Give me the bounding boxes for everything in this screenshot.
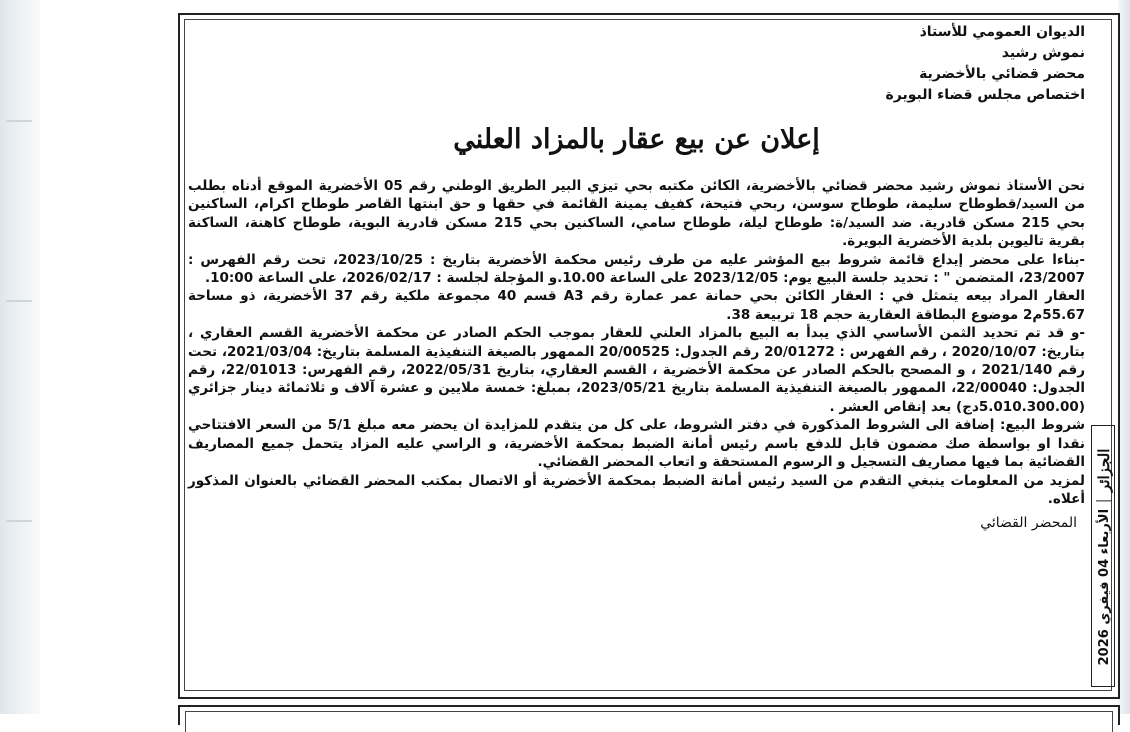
paragraph-property: العقار المراد بيعه يتمثل في : العقار الكائن بحي حمانة عمر عمارة رقم A3 قسم 40 مجموعة ملكية رقم 37 الأخضرية، ذو مساحة 55.67م2 موضوع البطاقة العقارية حجم 18 تربيعة 38. [188,288,1085,323]
signature-label: المحضر القضائي [980,515,1077,532]
scan-artifact [6,520,32,522]
paragraph-base-price: -و قد تم تحديد الثمن الأساسي الذي يبدأ به البيع بالمزاد العلني للعقار بموجب الحكم الصادر عن محكمة الأخضرية القسم العقاري ، بتاريخ: 2020/10/07 ، رقم الفهرس : 20/01272 رقم الجدول: 20/00525 الممهور بالصيغة التنفيذية المسلمة بتاريخ: 2021/03/04، تحت رقم 2021/140 ، و المصحح بالحكم الصادر عن محكمة الأخضرية ، القسم العقاري، بتاريخ 2022/05/31، رقم الفهرس: 22/01013، رقم الجدول: 22/00040، الممهور بالصيغة التنفيذية المسلمة بتاريخ 2023/05/21، بمبلغ: خمسة ملايين و عشرة آلاف و ثلاثمائة دينار جزائري (5.010.300.00دج) بعد إنقاص العشر . [188,325,1085,415]
notice-title: إعلان عن بيع عقار بالمزاد العلني [453,124,820,155]
header-name: نموش رشيد [1001,45,1085,61]
header-office: الديوان العمومي للأستاذ [919,24,1085,40]
notice-document [188,22,1085,532]
scan-artifact [6,120,32,122]
scan-artifact [6,300,32,302]
paragraph-more-info: لمزيد من المعلومات ينبغي التقدم من السيد رئيس أمانة الضبط بمحكمة الأخضرية أو الاتصال بمكتب المحضر القضائي بالعنوان المذكور أعلاه. [188,472,1085,507]
header-jurisdiction: اختصاص مجلس قضاء البويرة [885,87,1085,103]
paragraph-sale-session: -بناءا على محضر إيداع قائمة شروط بيع المؤشر عليه من طرف رئيس محكمة الأخضرية بتاريخ : 2023/10/25، تحت رقم الفهرس : 23/2007، المتضمن " : تحديد جلسة البيع يوم: 2023/12/05 على الساعة 10.00.و المؤجلة لجلسة : 2026/02/17، على الساعة 10:00. [188,251,1085,287]
header-role: محضر قضائي بالأخضرية [919,66,1085,82]
notice-body [188,177,1085,508]
publication-date: الأربعاء 04 فيفري 2026 [1096,508,1112,666]
scan-margin-left [0,0,40,714]
newspaper-date-tag [1091,425,1115,687]
next-notice-frame [178,705,1120,725]
paragraph-sale-conditions: شروط البيع: إضافة الى الشروط المذكورة في دفتر الشروط، على كل من يتقدم للمزايدة ان يحضر معه مبلغ 5/1 من السعر الافتتاحي نقدا او بواسطة صك مضمون قابل للدفع باسم رئيس أمانة الضبط بمحكمة الأخضرية، و الراسي عليه المزاد يتحمل جميع المصاريف القضائية بما فيها مصاريف التسجيل و الرسوم المستحقة و اتعاب المحضر القضائي. [188,417,1086,471]
paragraph-parties: نحن الأستاذ نموش رشيد محضر قضائي بالأخضرية، الكائن مكتبه بحي تيزي البير الطريق الوطني رقم 05 الأخضرية الموقع أدناه بطلب من السيد/قطوطاح سليمة، طوطاح سوسن، ربحي فتيحة، كفيف يمينة القائمة في حقها و حق ابنتها القاصر طوطاح اكرام، الساكنين بحي 215 مسكن قادرية. ضد السيد/ة: طوطاح ليلة، طوطاح سامي، الساكنين بحي 215 مسكن قادرية البوية، طوطاح كاهنة، الساكنة بقرية تاليوين بلدية الأخضرية البويرة. [188,178,1085,250]
tag-divider [1096,500,1112,501]
notice-header [188,22,1085,106]
newspaper-name: الجزائر [1095,448,1113,492]
